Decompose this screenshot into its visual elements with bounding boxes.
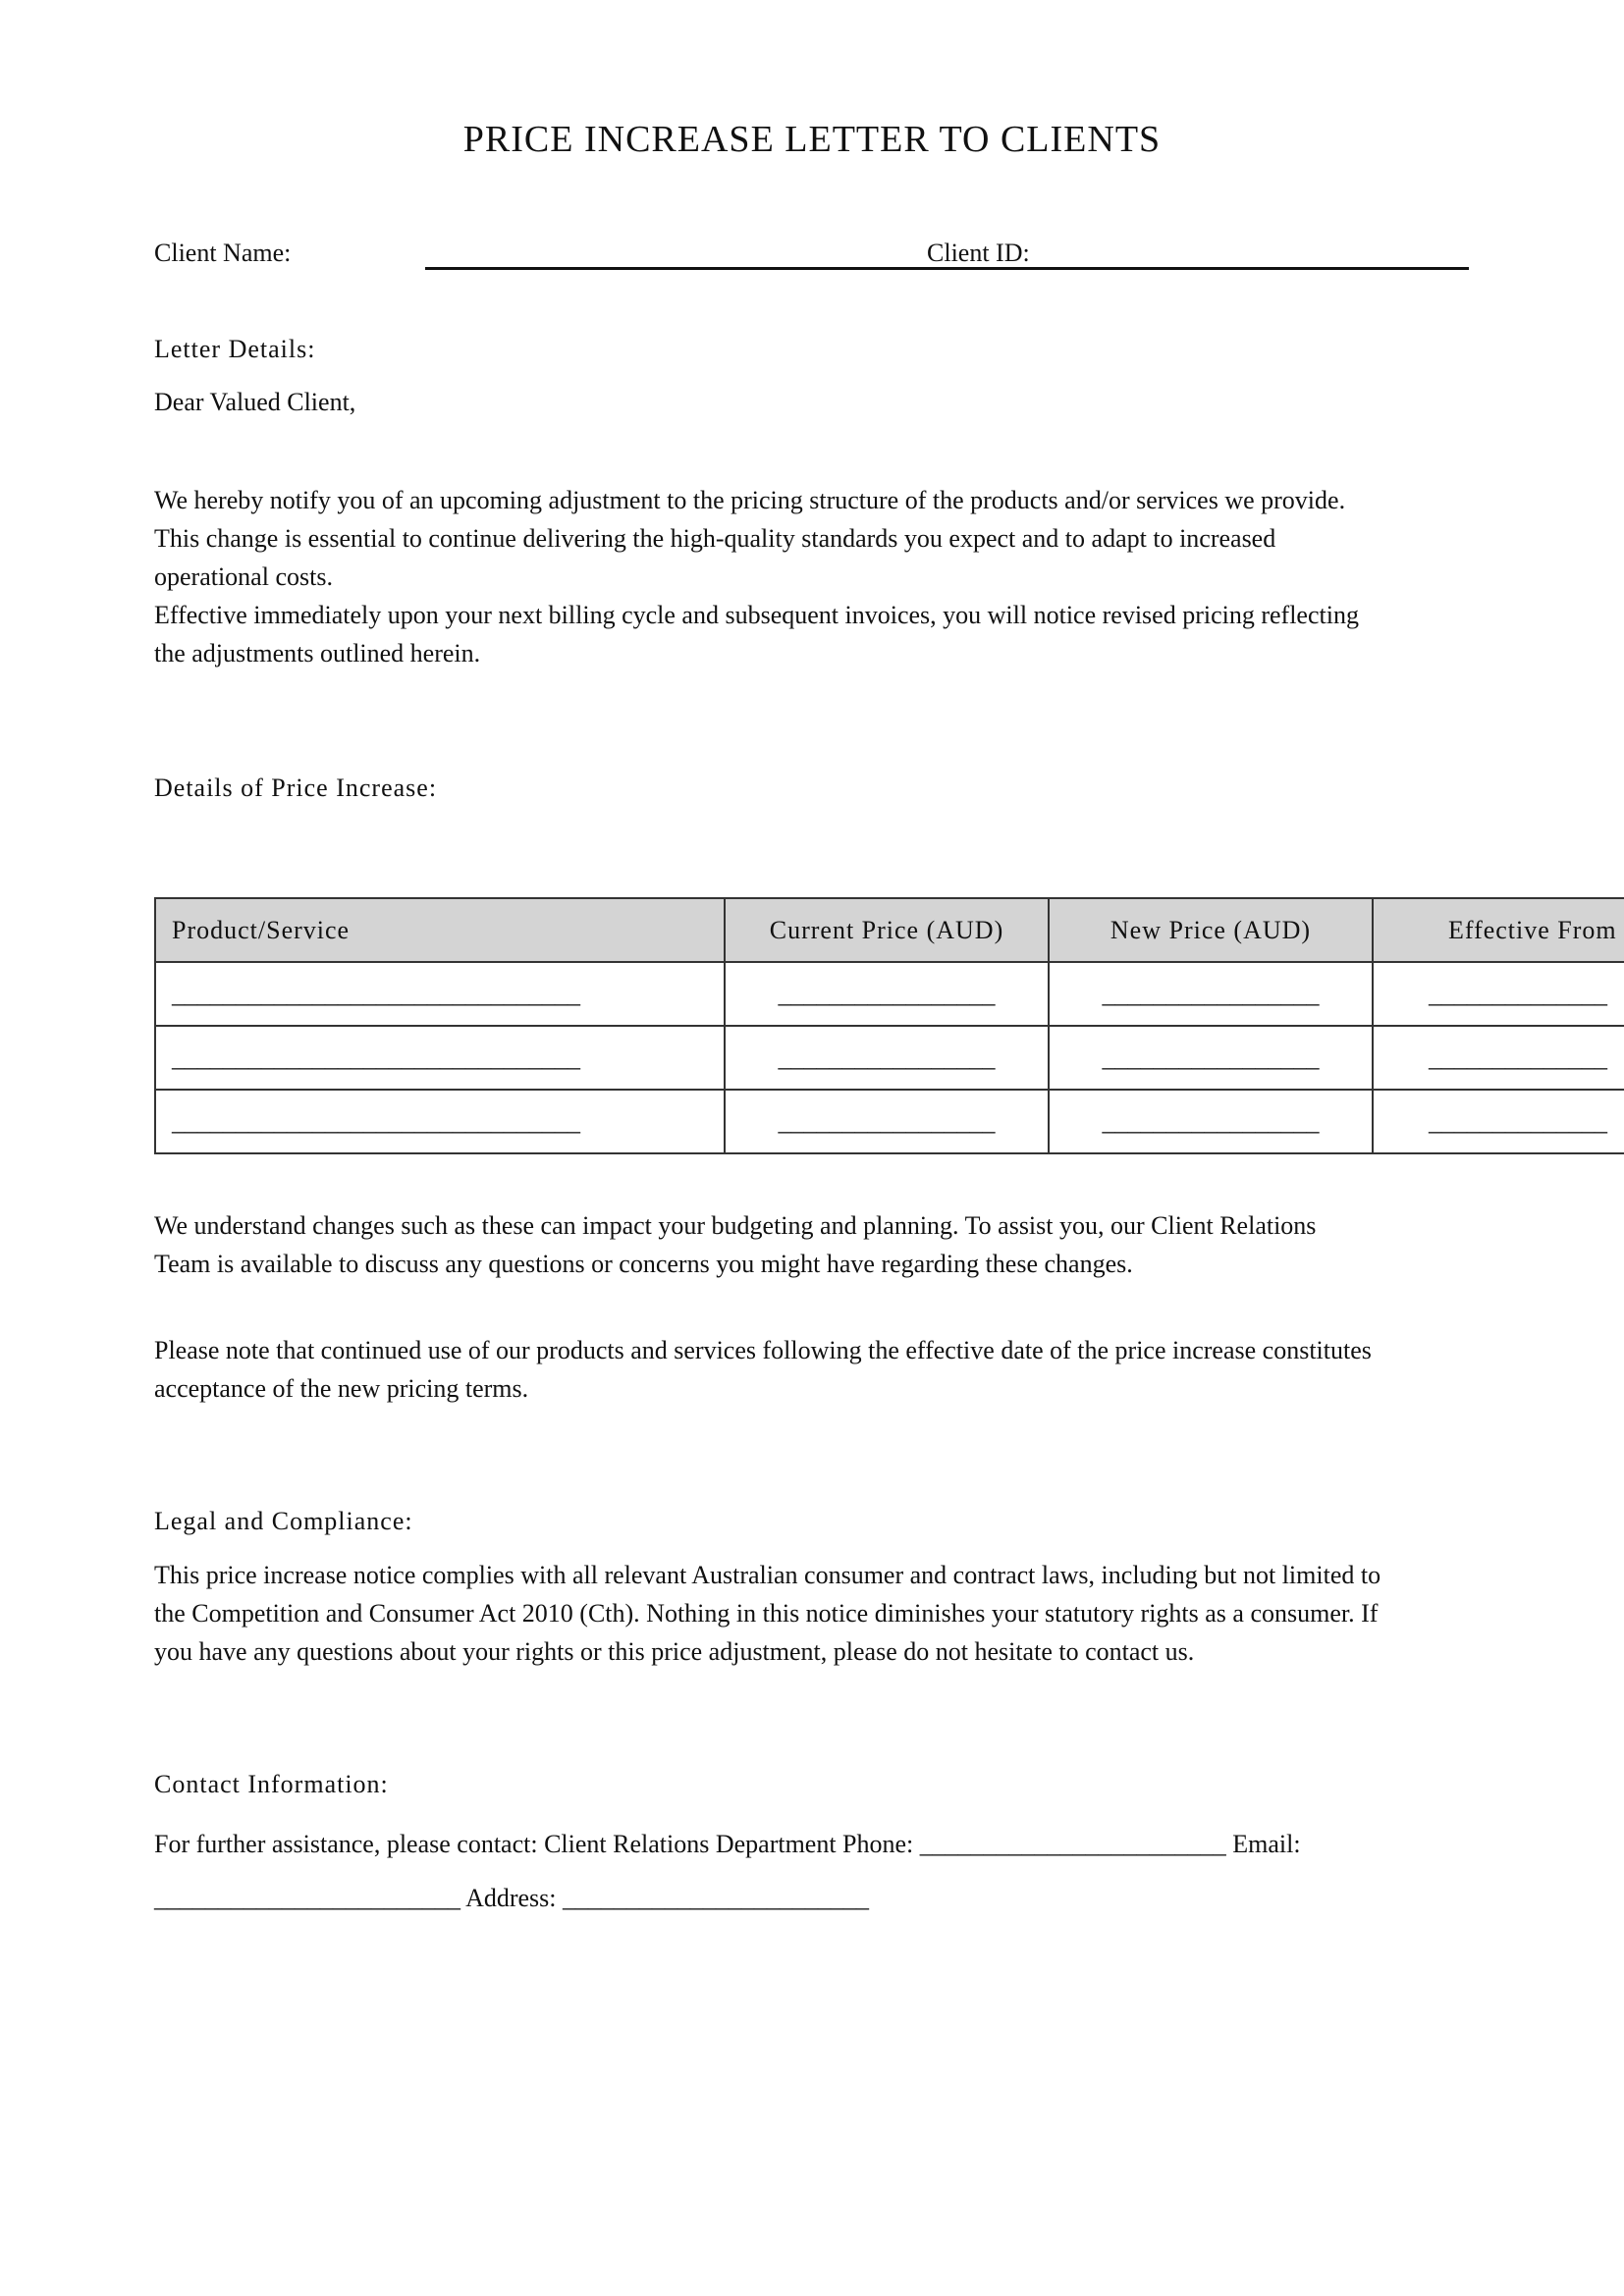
legal-paragraph bbox=[154, 1556, 1548, 1671]
header-effective-from: Effective From bbox=[1373, 898, 1624, 962]
intro-line: Effective immediately upon your next billing cycle and subsequent invoices, you will notice revised pricing reflecting bbox=[154, 601, 1359, 629]
cell-new-price-blank[interactable]: _________________ bbox=[1049, 1026, 1373, 1090]
document-title: PRICE INCREASE LETTER TO CLIENTS bbox=[462, 119, 1162, 160]
cell-current-price-blank[interactable]: _________________ bbox=[725, 1026, 1049, 1090]
cell-product-blank[interactable]: ________________________________ bbox=[155, 1090, 725, 1153]
legal-line: This price increase notice complies with all relevant Australian consumer and contract laws, including but not limited to bbox=[154, 1561, 1381, 1589]
table-row bbox=[155, 962, 1624, 1026]
legal-line: the Competition and Consumer Act 2010 (Cth). Nothing in this notice diminishes your statutory rights as a consumer. If bbox=[154, 1599, 1379, 1628]
cell-product-blank[interactable]: ________________________________ bbox=[155, 962, 725, 1026]
contact-line: For further assistance, please contact: Client Relations Department Phone: ________________________ Email: bbox=[154, 1830, 1301, 1858]
cell-current-price-blank[interactable]: _________________ bbox=[725, 962, 1049, 1026]
client-id-label: Client ID: bbox=[927, 239, 1030, 267]
understand-line: Team is available to discuss any questions or concerns you might have regarding these changes. bbox=[154, 1250, 1133, 1278]
cell-new-price-blank[interactable]: _________________ bbox=[1049, 1090, 1373, 1153]
header-product-service: Product/Service bbox=[155, 898, 725, 962]
client-name-label: Client Name: bbox=[154, 239, 292, 267]
note-paragraph bbox=[154, 1331, 1548, 1408]
table-row bbox=[155, 1026, 1624, 1090]
contact-line: ________________________ Address: ________________________ bbox=[154, 1884, 869, 1912]
letter-details-heading: Letter Details: bbox=[154, 335, 316, 363]
cell-effective-from-blank[interactable]: ______________ bbox=[1373, 1090, 1624, 1153]
greeting: Dear Valued Client, bbox=[154, 388, 356, 416]
cell-effective-from-blank[interactable]: ______________ bbox=[1373, 962, 1624, 1026]
note-line: acceptance of the new pricing terms. bbox=[154, 1374, 529, 1403]
intro-line: the adjustments outlined herein. bbox=[154, 639, 481, 667]
legal-heading: Legal and Compliance: bbox=[154, 1507, 413, 1535]
legal-line: you have any questions about your rights or this price adjustment, please do not hesitate to contact us. bbox=[154, 1637, 1195, 1666]
intro-line: This change is essential to continue delivering the high-quality standards you expect and to adapt to increased bbox=[154, 524, 1276, 553]
intro-line: operational costs. bbox=[154, 562, 333, 591]
cell-new-price-blank[interactable]: _________________ bbox=[1049, 962, 1373, 1026]
contact-paragraph bbox=[154, 1817, 1548, 1925]
intro-paragraph bbox=[154, 481, 1548, 672]
header-current-price: Current Price (AUD) bbox=[725, 898, 1049, 962]
understand-paragraph bbox=[154, 1206, 1548, 1283]
intro-line: We hereby notify you of an upcoming adjustment to the pricing structure of the products and/or services we provide. bbox=[154, 486, 1346, 514]
details-heading: Details of Price Increase: bbox=[154, 774, 438, 802]
header-new-price: New Price (AUD) bbox=[1049, 898, 1373, 962]
table-row bbox=[155, 1090, 1624, 1153]
understand-line: We understand changes such as these can impact your budgeting and planning. To assist you, our Client Relations bbox=[154, 1211, 1317, 1240]
table-header-row bbox=[155, 898, 1624, 962]
cell-effective-from-blank[interactable]: ______________ bbox=[1373, 1026, 1624, 1090]
cell-current-price-blank[interactable]: _________________ bbox=[725, 1090, 1049, 1153]
cell-product-blank[interactable]: ________________________________ bbox=[155, 1026, 725, 1090]
price-increase-table bbox=[154, 897, 1624, 1154]
note-line: Please note that continued use of our products and services following the effective date of the price increase constitutes bbox=[154, 1336, 1372, 1364]
contact-heading: Contact Information: bbox=[154, 1770, 389, 1798]
